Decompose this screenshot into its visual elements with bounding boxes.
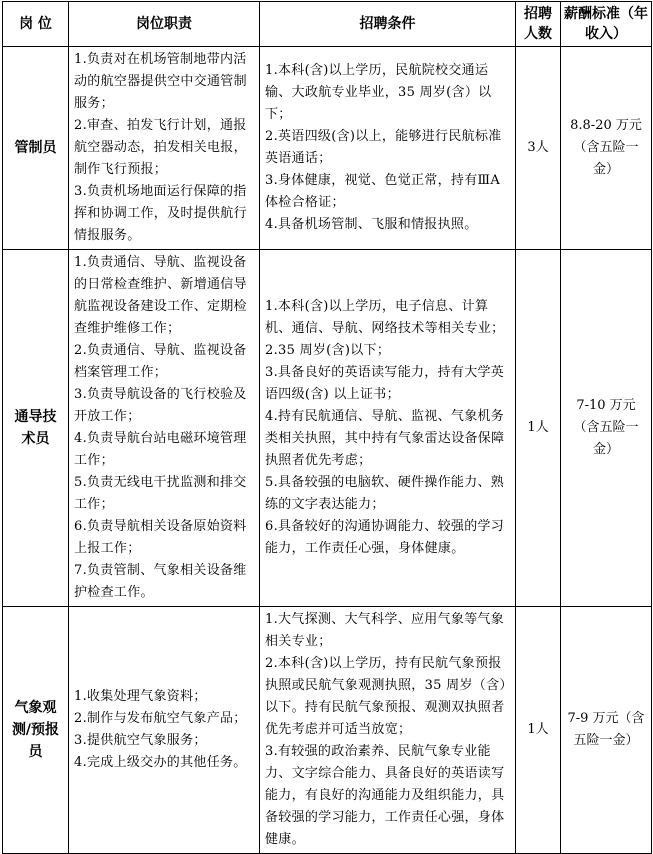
duty-item: 3.负责机场地面运行保障的指挥和协调工作，及时提供航行情报服务。 [74, 184, 247, 243]
header-requirements: 招聘条件 [260, 2, 516, 47]
header-count: 招聘人数 [516, 2, 561, 47]
duty-item: 3.提供航空气象服务； [74, 733, 207, 748]
duty-item: 4.负责导航台站电磁环境管理工作； [74, 431, 247, 468]
duty-item: 5.负责无线电干扰监测和排交工作； [74, 475, 247, 512]
header-position: 岗 位 [3, 2, 69, 47]
duty-item: 1.负责通信、导航、监视设备的日常检查维护、新增通信导航监视设备建设工作、定期检查维护维修工作； [74, 255, 247, 336]
duty-item: 2.制作与发布航空气象产品； [74, 711, 247, 726]
duty-item: 2.负责通信、导航、监视设备档案管理工作； [74, 343, 247, 380]
requirement-item: 6.具备较好的沟通协调能力、较强的学习能力，工作责任心强，身体健康。 [265, 519, 505, 556]
position-cell: 通导技术员 [3, 250, 69, 607]
salary-cell: 7-9 万元（含五险一金） [561, 607, 652, 854]
position-cell: 管制员 [3, 47, 69, 250]
requirement-item: 1.本科(含)以上学历，民航院校交通运输、大政航专业毕业，35 周岁(含）以下； [265, 63, 492, 122]
requirements-cell [260, 250, 516, 607]
count-cell: 3人 [516, 47, 561, 250]
requirement-item: 4.持有民航通信、导航、监视、气象机务类相关执照，其中持有气象雷达设备保障执照者优先考虑； [265, 409, 505, 468]
header-duties: 岗位职责 [69, 2, 260, 47]
recruitment-table [2, 1, 652, 854]
requirement-item: 1.大气探测、大气科学、应用气象等气象相关专业； [265, 612, 505, 649]
requirement-item: 3.具备良好的英语读写能力，持有大学英语四级(含) 以上证书； [265, 365, 505, 402]
requirement-item: 4.具备机场管制、飞服和情报执照。 [265, 217, 478, 232]
duty-item: 3.负责导航设备的飞行校验及开放工作； [74, 387, 247, 424]
table-row [3, 47, 652, 250]
duties-cell [69, 250, 260, 607]
requirement-item: 5.具备较强的电脑软、硬件操作能力、熟练的文字表达能力； [265, 475, 505, 512]
duty-item: 2.审查、拍发飞行计划，通报航空器动态，拍发相关电报，制作飞行预报； [74, 118, 247, 177]
requirement-item: 2.本科(含)以上学历，持有民航气象预报执照或民航气象观测执照，35 周岁（含）以下。持有民航气象预报、观测双执照者优先考虑并可适当放宽； [265, 656, 507, 737]
duty-item: 1.负责对在机场管制地带内活动的航空器提供空中交通管制服务； [74, 52, 247, 111]
table-row [3, 250, 652, 607]
requirement-item: 3.有较强的政治素养、民航气象专业能力、文字综合能力、具备良好的英语读写能力，有良好的沟通能力及组织能力，具备较强的学习能力，工作责任心强，身体健康。 [265, 744, 505, 847]
count-cell: 1人 [516, 250, 561, 607]
duty-item: 6.负责导航相关设备原始资料上报工作； [74, 519, 247, 556]
duties-cell [69, 47, 260, 250]
requirement-item: 1.本科(含)以上学历，电子信息、计算机、通信、导航、网络技术等相关专业； [265, 299, 505, 336]
header-row [3, 2, 652, 47]
table-row [3, 607, 652, 854]
position-cell: 气象观测/预报员 [3, 607, 69, 854]
salary-cell: 8.8-20 万元（含五险一金） [561, 47, 652, 250]
requirement-item: 3.身体健康，视觉、色觉正常，持有ⅢA 体检合格证； [265, 173, 501, 210]
header-salary: 薪酬标准（年收入） [561, 2, 652, 47]
count-cell: 1人 [516, 607, 561, 854]
requirements-cell [260, 607, 516, 854]
duty-item: 7.负责管制、气象相关设备维护检查工作。 [74, 563, 247, 600]
duties-cell [69, 607, 260, 854]
requirement-item: 2.35 周岁(含)以下； [265, 343, 391, 358]
requirement-item: 2.英语四级(含)以上，能够进行民航标准英语通话； [265, 129, 502, 166]
salary-cell: 7-10 万元（含五险一金） [561, 250, 652, 607]
requirements-cell [260, 47, 516, 250]
duty-item: 4.完成上级交办的其他任务。 [74, 755, 247, 770]
duty-item: 1.收集处理气象资料； [74, 689, 207, 704]
